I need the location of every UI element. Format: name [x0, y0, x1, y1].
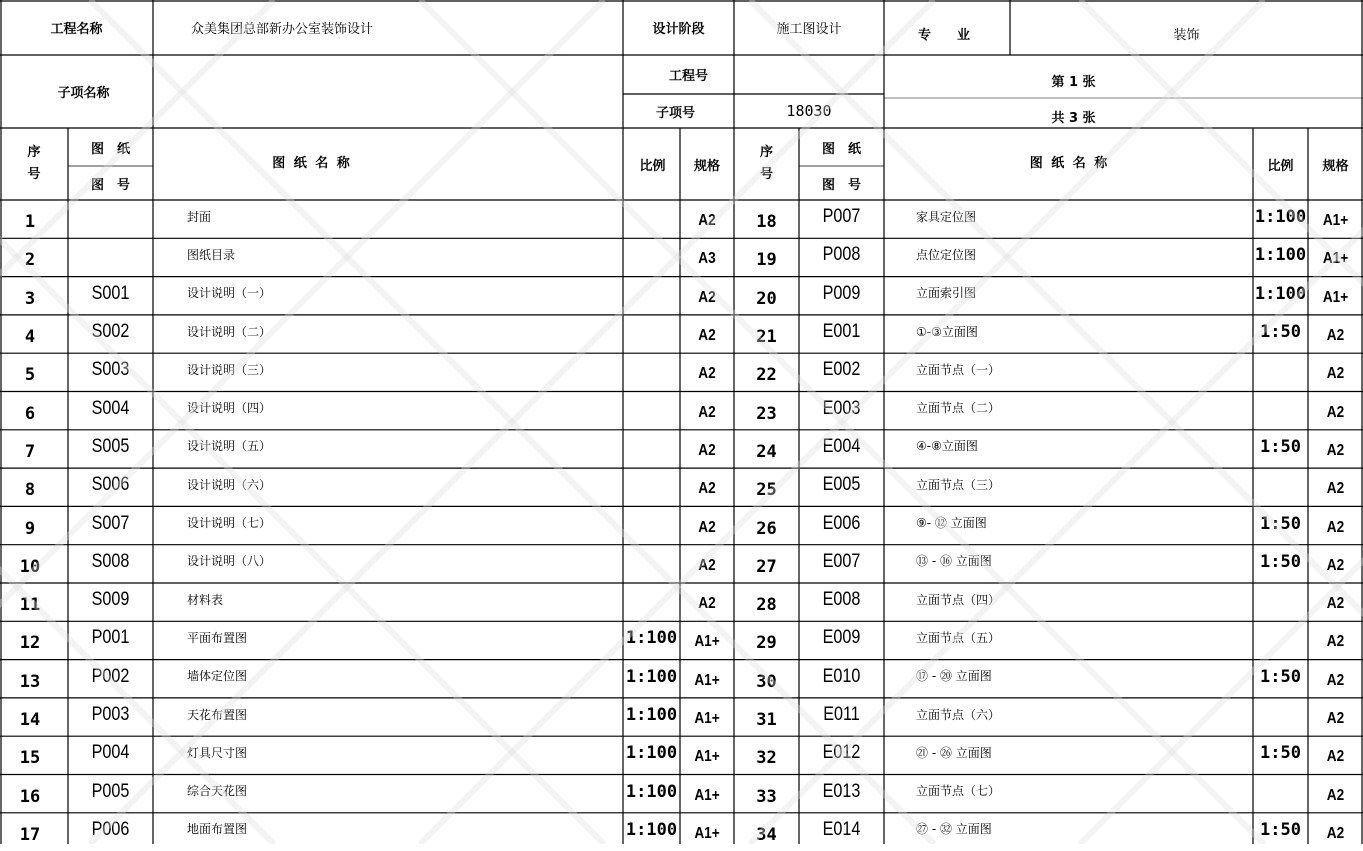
left-seq: 11 [19, 595, 41, 616]
left-name: 设计说明（二） [187, 324, 272, 339]
right-seq: 22 [756, 365, 777, 386]
right-code: P008 [822, 244, 861, 266]
left-name: 墙体定位图 [187, 669, 248, 684]
right-seq: 28 [756, 595, 777, 616]
right-scale [1253, 392, 1308, 430]
design-stage-value: 施工图设计 [776, 22, 842, 37]
left-seq: 14 [19, 710, 41, 731]
right-code: E011 [823, 704, 860, 726]
left-scale [623, 315, 680, 353]
left-code: P003 [91, 704, 130, 726]
left-format: A2 [698, 595, 716, 613]
left-code: S005 [91, 435, 130, 457]
left-name: 材料表 [187, 592, 224, 607]
left-code: P006 [91, 818, 130, 840]
right-seq: 29 [756, 633, 777, 654]
left-scale [623, 545, 680, 583]
right-name: ④-⑧立面图 [916, 439, 978, 454]
col-seq-top: 序 [27, 145, 41, 160]
left-seq: 13 [19, 671, 41, 692]
left-name: 设计说明（七） [187, 516, 272, 531]
right-name: ①-③立面图 [916, 324, 978, 339]
left-format: A1+ [694, 748, 720, 766]
right-scale [1253, 583, 1308, 621]
right-code: E006 [822, 512, 861, 534]
left-format: A1+ [694, 786, 720, 804]
left-seq: 5 [24, 365, 36, 386]
col-drawing-top-right: 图 纸 [821, 141, 861, 157]
right-code: E014 [822, 818, 861, 840]
left-code: P001 [91, 627, 130, 649]
right-scale [1253, 775, 1308, 813]
col-drawing-bottom-right: 图 号 [821, 177, 861, 193]
design-stage-label: 设计阶段 [652, 22, 705, 37]
left-name: 天花布置图 [187, 707, 248, 722]
left-name: 设计说明（一） [187, 286, 272, 301]
right-format: A1+ [1322, 212, 1349, 230]
right-scale: 1:100 [1254, 283, 1307, 304]
right-scale: 1:50 [1260, 322, 1301, 343]
right-name: 立面节点（七） [916, 784, 1001, 799]
left-scale: 1:100 [625, 743, 678, 764]
left-scale [623, 277, 680, 315]
right-scale: 1:50 [1260, 819, 1301, 840]
left-format: A2 [698, 365, 716, 383]
left-scale [623, 238, 680, 276]
left-code [74, 200, 146, 238]
subitem-no-label: 子项号 [655, 105, 695, 121]
left-name: 地面布置图 [187, 822, 248, 837]
left-seq: 6 [24, 403, 36, 424]
right-seq: 25 [756, 480, 777, 501]
left-seq: 15 [19, 748, 41, 769]
left-name: 设计说明（四） [187, 401, 272, 416]
right-code: E010 [822, 665, 861, 687]
left-scale [623, 392, 680, 430]
left-scale [623, 506, 680, 544]
right-seq: 34 [756, 824, 777, 845]
right-code: E004 [822, 435, 861, 457]
col-seq-left [0, 128, 68, 200]
right-format: A2 [1326, 824, 1345, 842]
left-code: S006 [91, 474, 130, 496]
right-format: A2 [1326, 556, 1345, 574]
col-name-left: 图 纸 名 称 [272, 155, 350, 171]
right-scale: 1:50 [1260, 551, 1301, 572]
right-format: A2 [1326, 633, 1345, 651]
right-scale [1253, 353, 1308, 391]
right-format: A2 [1326, 671, 1345, 689]
project-no-value [734, 55, 884, 94]
right-scale: 1:50 [1260, 666, 1301, 687]
right-name: ⑨- ⑫ 立面图 [916, 516, 987, 531]
right-format: A2 [1326, 327, 1345, 345]
left-format: A2 [698, 288, 716, 306]
right-scale: 1:100 [1254, 245, 1307, 266]
left-scale [623, 468, 680, 506]
left-code: S002 [91, 321, 130, 343]
left-name: 图纸目录 [187, 247, 236, 262]
sheet-total: 共 3 张 [1051, 110, 1096, 126]
left-scale [623, 583, 680, 621]
right-name: 立面节点（六） [916, 707, 1001, 722]
right-format: A1+ [1322, 288, 1349, 306]
right-name: 家具定位图 [916, 209, 977, 224]
right-seq: 26 [756, 518, 777, 539]
left-format: A1+ [694, 710, 720, 728]
project-name-label: 工程名称 [50, 22, 103, 37]
right-code: E007 [822, 550, 861, 572]
col-seq-bottom: 号 [27, 167, 41, 182]
left-seq: 2 [24, 250, 36, 271]
right-code: E005 [822, 474, 861, 496]
right-code: P007 [822, 206, 861, 228]
left-format: A1+ [694, 824, 720, 842]
right-seq: 32 [756, 748, 777, 769]
left-scale [623, 430, 680, 468]
left-name: 设计说明（八） [187, 554, 272, 569]
left-seq: 10 [19, 556, 41, 577]
right-name: 立面节点（一） [916, 362, 1001, 377]
right-format: A1+ [1322, 250, 1349, 268]
left-code: S003 [91, 359, 130, 381]
left-format: A2 [698, 556, 716, 574]
right-scale [1253, 621, 1308, 659]
right-format: A2 [1326, 441, 1345, 459]
right-seq: 19 [756, 250, 777, 271]
right-seq: 23 [756, 403, 777, 424]
right-seq: 27 [756, 556, 777, 577]
col-name-right: 图 纸 名 称 [1029, 155, 1108, 171]
right-scale: 1:100 [1254, 207, 1307, 228]
left-name: 设计说明（五） [187, 439, 272, 454]
left-seq: 9 [24, 518, 36, 539]
project-no-label: 工程号 [668, 69, 708, 84]
col-seq-bottom-right: 号 [759, 167, 773, 182]
right-format: A2 [1326, 710, 1345, 728]
left-code: S009 [91, 589, 130, 611]
right-format: A2 [1326, 403, 1345, 421]
left-code [74, 238, 146, 276]
subitem-name-value [153, 55, 623, 128]
right-scale [1253, 698, 1308, 736]
left-seq: 17 [19, 824, 41, 845]
right-name: ㉑ - ㉖ 立面图 [916, 745, 992, 760]
right-name: 立面索引图 [916, 286, 977, 301]
left-name: 封面 [187, 209, 212, 224]
left-format: A1+ [694, 633, 720, 651]
right-format: A2 [1326, 748, 1345, 766]
right-format: A2 [1326, 365, 1345, 383]
left-format: A2 [698, 518, 716, 536]
right-code: E002 [822, 359, 861, 381]
col-drawing-top-left: 图 纸 [90, 141, 130, 157]
left-name: 设计说明（三） [187, 362, 272, 377]
subitem-no-value: 18030 [786, 102, 832, 120]
col-format-right: 规格 [1322, 158, 1349, 174]
right-name: 立面节点（五） [916, 630, 1001, 645]
left-code: S001 [91, 282, 130, 304]
left-seq: 8 [24, 480, 36, 501]
right-seq: 21 [756, 327, 777, 348]
left-name: 设计说明（六） [187, 477, 272, 492]
col-seq-top-right: 序 [759, 145, 773, 160]
left-code: P005 [91, 780, 130, 802]
left-format: A2 [698, 212, 716, 230]
right-code: P009 [822, 282, 861, 304]
right-code: E012 [822, 742, 861, 764]
left-seq: 3 [24, 288, 36, 309]
right-name: 立面节点（二） [916, 401, 1001, 416]
right-seq: 33 [756, 786, 777, 807]
right-name: ⑰ - ⑳ 立面图 [916, 669, 992, 684]
left-seq: 4 [24, 327, 36, 348]
col-drawing-bottom-left: 图 号 [90, 177, 130, 193]
left-name: 灯具尺寸图 [187, 745, 248, 760]
right-name: ⑬ - ⑯ 立面图 [916, 554, 992, 569]
right-name: 立面节点（三） [916, 477, 1001, 492]
left-seq: 7 [24, 441, 36, 462]
left-scale: 1:100 [625, 705, 678, 726]
left-format: A2 [698, 403, 716, 421]
left-format: A1+ [694, 671, 720, 689]
right-seq: 24 [756, 441, 777, 462]
left-code: S004 [91, 397, 130, 419]
right-scale: 1:50 [1260, 513, 1301, 534]
left-code: S007 [91, 512, 130, 534]
left-format: A2 [698, 327, 716, 345]
col-format-left: 规格 [693, 158, 720, 174]
right-scale [1253, 468, 1308, 506]
discipline-value: 装饰 [1173, 28, 1200, 43]
right-code: E009 [822, 627, 861, 649]
right-name: ㉗ - ㉜ 立面图 [916, 822, 992, 837]
left-format: A2 [698, 441, 716, 459]
right-seq: 20 [756, 288, 777, 309]
col-seq-right [734, 128, 799, 200]
left-code: P002 [91, 665, 130, 687]
left-seq: 12 [19, 633, 41, 654]
right-seq: 30 [756, 671, 777, 692]
left-seq: 1 [24, 212, 36, 233]
right-format: A2 [1326, 518, 1345, 536]
left-scale [623, 200, 680, 238]
left-format: A3 [698, 250, 716, 268]
left-scale: 1:100 [625, 781, 678, 802]
left-name: 平面布置图 [187, 630, 248, 645]
left-scale [623, 353, 680, 391]
right-seq: 31 [756, 710, 777, 731]
col-scale-right: 比例 [1267, 158, 1294, 174]
left-seq: 16 [19, 786, 41, 807]
left-code: P004 [91, 742, 130, 764]
left-format: A2 [698, 480, 716, 498]
right-format: A2 [1326, 595, 1345, 613]
sheet-number: 第 1 张 [1051, 74, 1096, 90]
right-format: A2 [1326, 480, 1345, 498]
right-scale: 1:50 [1260, 436, 1301, 457]
left-code: S008 [91, 550, 130, 572]
right-scale: 1:50 [1260, 743, 1301, 764]
left-name: 综合天花图 [187, 784, 248, 799]
discipline-label: 专 业 [918, 28, 971, 43]
subitem-name-label: 子项名称 [57, 86, 110, 101]
right-seq: 18 [756, 212, 777, 233]
left-scale: 1:100 [625, 666, 678, 687]
right-code: E001 [822, 321, 861, 343]
left-scale: 1:100 [625, 819, 678, 840]
right-format: A2 [1326, 786, 1345, 804]
project-name-value: 众美集团总部新办公室装饰设计 [191, 22, 374, 37]
right-code: E008 [822, 589, 861, 611]
col-scale-left: 比例 [639, 158, 666, 174]
right-code: E013 [822, 780, 861, 802]
right-name: 立面节点（四） [916, 592, 1001, 607]
left-scale: 1:100 [625, 628, 678, 649]
right-code: E003 [822, 397, 861, 419]
right-name: 点位定位图 [916, 247, 977, 262]
